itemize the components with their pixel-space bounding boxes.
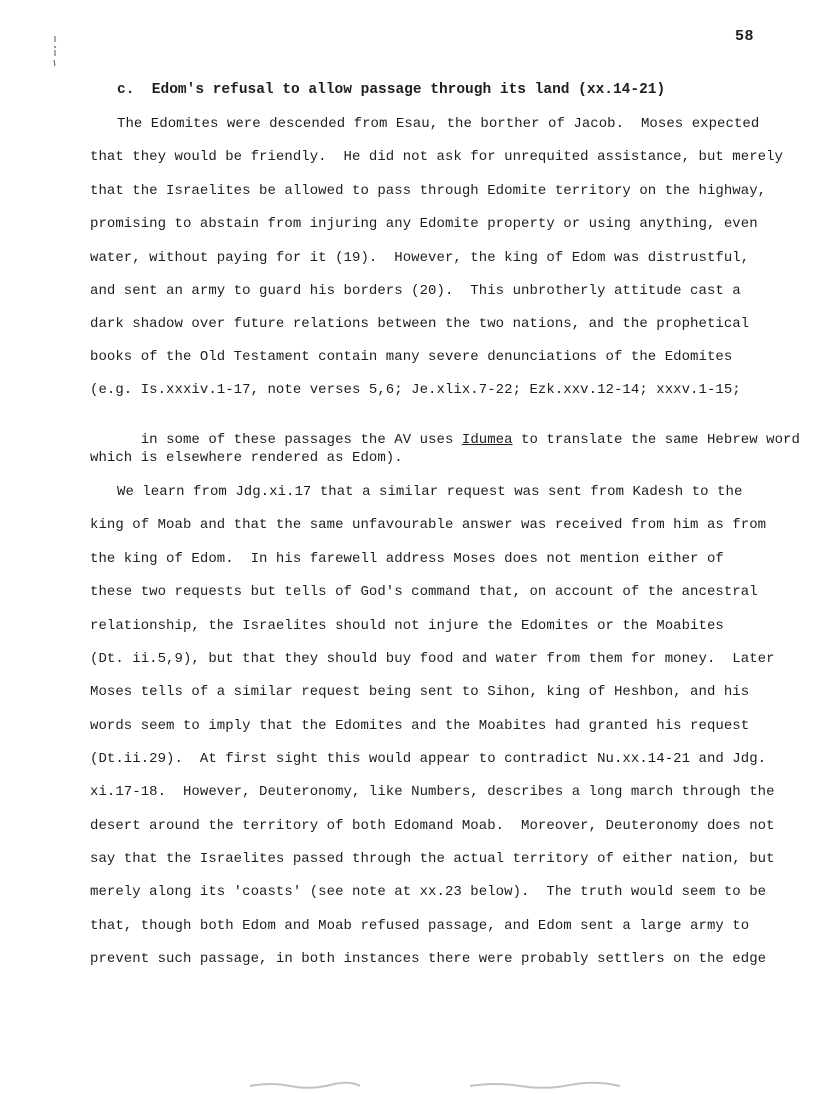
text-line: which is elsewhere rendered as Edom). (90, 450, 403, 466)
text-line: merely along its 'coasts' (see note at xx.23 below). The truth would seem to be (90, 884, 767, 900)
text-line: water, without paying for it (19). However, the king of Edom was distrustful, (90, 250, 750, 266)
text-line: words seem to imply that the Edomites and the Moabites had granted his request (90, 718, 750, 734)
scan-smudge (250, 1080, 360, 1090)
text-line: king of Moab and that the same unfavourable answer was received from him as from (90, 517, 767, 533)
text-line: promising to abstain from injuring any Edomite property or using anything, even (90, 216, 758, 232)
text-line: these two requests but tells of God's command that, on account of the ancestral (90, 584, 758, 600)
line-before-underline: in some of these passages the AV uses (140, 432, 462, 448)
text-line: desert around the territory of both Edomand Moab. Moreover, Deuteronomy does not (90, 818, 775, 834)
text-line: and sent an army to guard his borders (20). This unbrotherly attitude cast a (90, 283, 741, 299)
text-line: (e.g. Is.xxxiv.1-17, note verses 5,6; Je.xlix.7-22; Ezk.xxv.12-14; xxxv.1-15; (90, 382, 741, 398)
text-line: that, though both Edom and Moab refused passage, and Edom sent a large army to (90, 918, 750, 934)
scan-smudge (470, 1080, 620, 1090)
text-line: (Dt. ii.5,9), but that they should buy food and water from them for money. Later (90, 651, 775, 667)
text-line: the king of Edom. In his farewell address Moses does not mention either of (90, 551, 724, 567)
line-after-underline: to translate the same Hebrew word (512, 432, 800, 448)
page-number: 58 (735, 28, 755, 45)
underlined-word: Idumea (461, 432, 513, 448)
text-line: xi.17-18. However, Deuteronomy, like Numbers, describes a long march through the (90, 784, 775, 800)
margin-mark (52, 36, 58, 68)
text-line: books of the Old Testament contain many severe denunciations of the Edomites (90, 349, 733, 365)
text-line: dark shadow over future relations between the two nations, and the prophetical (90, 316, 750, 332)
text-line: that the Israelites be allowed to pass through Edomite territory on the highway, (90, 183, 767, 199)
text-line: The Edomites were descended from Esau, the borther of Jacob. Moses expected (117, 116, 760, 132)
section-heading: c. Edom's refusal to allow passage through its land (xx.14-21) (117, 82, 666, 98)
text-line: relationship, the Israelites should not injure the Edomites or the Moabites (90, 618, 724, 634)
text-line: (Dt.ii.29). At first sight this would appear to contradict Nu.xx.14-21 and Jdg. (90, 751, 767, 767)
text-line: Moses tells of a similar request being sent to Sihon, king of Heshbon, and his (90, 684, 750, 700)
text-line: say that the Israelites passed through the actual territory of either nation, but (90, 851, 775, 867)
text-line: that they would be friendly. He did not ask for unrequited assistance, but merely (90, 149, 784, 165)
text-line: prevent such passage, in both instances there were probably settlers on the edge (90, 951, 767, 967)
text-line: We learn from Jdg.xi.17 that a similar request was sent from Kadesh to the (117, 484, 743, 500)
